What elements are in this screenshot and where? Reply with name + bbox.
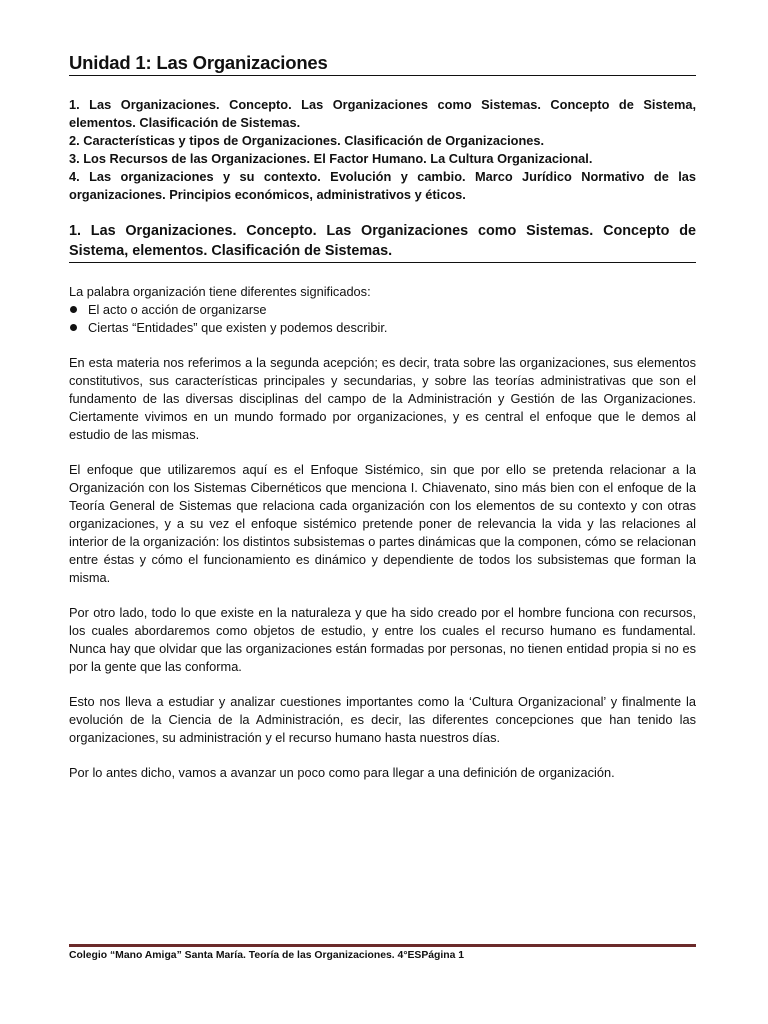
list-item-text: Ciertas “Entidades” que existen y podemos describir. [88,320,388,335]
toc-item: 3. Los Recursos de las Organizaciones. El Factor Humano. La Cultura Organizacional. [69,151,593,166]
paragraph-spacer [69,587,696,604]
paragraph: Por lo antes dicho, vamos a avanzar un poco como para llegar a una definición de organización. [69,765,615,780]
table-of-contents [69,96,696,204]
body-content [69,283,696,782]
bullet-icon [70,324,77,331]
paragraph: El enfoque que utilizaremos aquí es el Enfoque Sistémico, sin que por ello se pretenda relacionar a la Organización con los Sistemas Cibernéticos que menciona I. Chiavenato, sino más bien con el enfoque de la Teoría General de Sistemas que relaciona cada organización con los elementos de su contexto y con otras organizaciones, y a su vez el enfoque sistémico pretende poner de relevancia la vida y las relaciones al interior de la organización: los distintos subsistemas o partes dinámicas que la componen, cómo se relacionan entre éstas y cómo el funcionamiento es dinámico y dependiente de todos los subsistemas que forman la misma. [69,462,696,585]
section-heading: 1. Las Organizaciones. Concepto. Las Organizaciones como Sistemas. Concepto de Sistema, elementos. Clasificación de Sistemas. [69,221,696,263]
bullet-list [69,301,696,337]
footer-divider [69,944,696,947]
toc-item: 2. Características y tipos de Organizaciones. Clasificación de Organizaciones. [69,133,545,148]
paragraph: Por otro lado, todo lo que existe en la naturaleza y que ha sido creado por el hombre funciona con recursos, los cuales abordaremos como objetos de estudio, y entre los cuales el recurso humano es fundamental. Nunca hay que olvidar que las organizaciones están formadas por personas, no tienen entidad propia si no es por la gente que las conforma. [69,605,696,674]
toc-item: 1. Las Organizaciones. Concepto. Las Organizaciones como Sistemas. Concepto de Sistema, elementos. Clasificación de Sistemas. [69,97,696,130]
page-footer: Colegio “Mano Amiga” Santa María. Teoría de las Organizaciones. 4°ESPágina 1 [69,950,465,961]
list-item-text: El acto o acción de organizarse [88,302,267,317]
intro-text: La palabra organización tiene diferentes significados: [69,284,371,299]
paragraph: Esto nos lleva a estudiar y analizar cuestiones importantes como la ‘Cultura Organizacional’ y finalmente la evolución de la Ciencia de la Administración, es decir, las diferentes concepciones que han tenido las organizaciones, su administración y el recurso humano hasta nuestros días. [69,694,696,745]
paragraph-spacer [69,337,696,354]
list-item [69,301,696,319]
list-item [69,319,696,337]
paragraph-spacer [69,676,696,693]
page-title: Unidad 1: Las Organizaciones [69,52,696,76]
paragraph: En esta materia nos referimos a la segunda acepción; es decir, trata sobre las organizaciones, sus elementos constitutivos, sus características principales y secundarias, y sobre las teorías administrativas que son el fundamento de las diversas disciplinas del campo de la Administración y Gestión de las Organizaciones. Ciertamente vivimos en un mundo formado por organizaciones, y es central el enfoque que le demos al estudio de las mismas. [69,355,696,442]
bullet-icon [70,306,77,313]
paragraph-spacer [69,444,696,461]
paragraph-spacer [69,747,696,764]
toc-item: 4. Las organizaciones y su contexto. Evolución y cambio. Marco Jurídico Normativo de las organizaciones. Principios económicos, administrativos y éticos. [69,169,696,202]
